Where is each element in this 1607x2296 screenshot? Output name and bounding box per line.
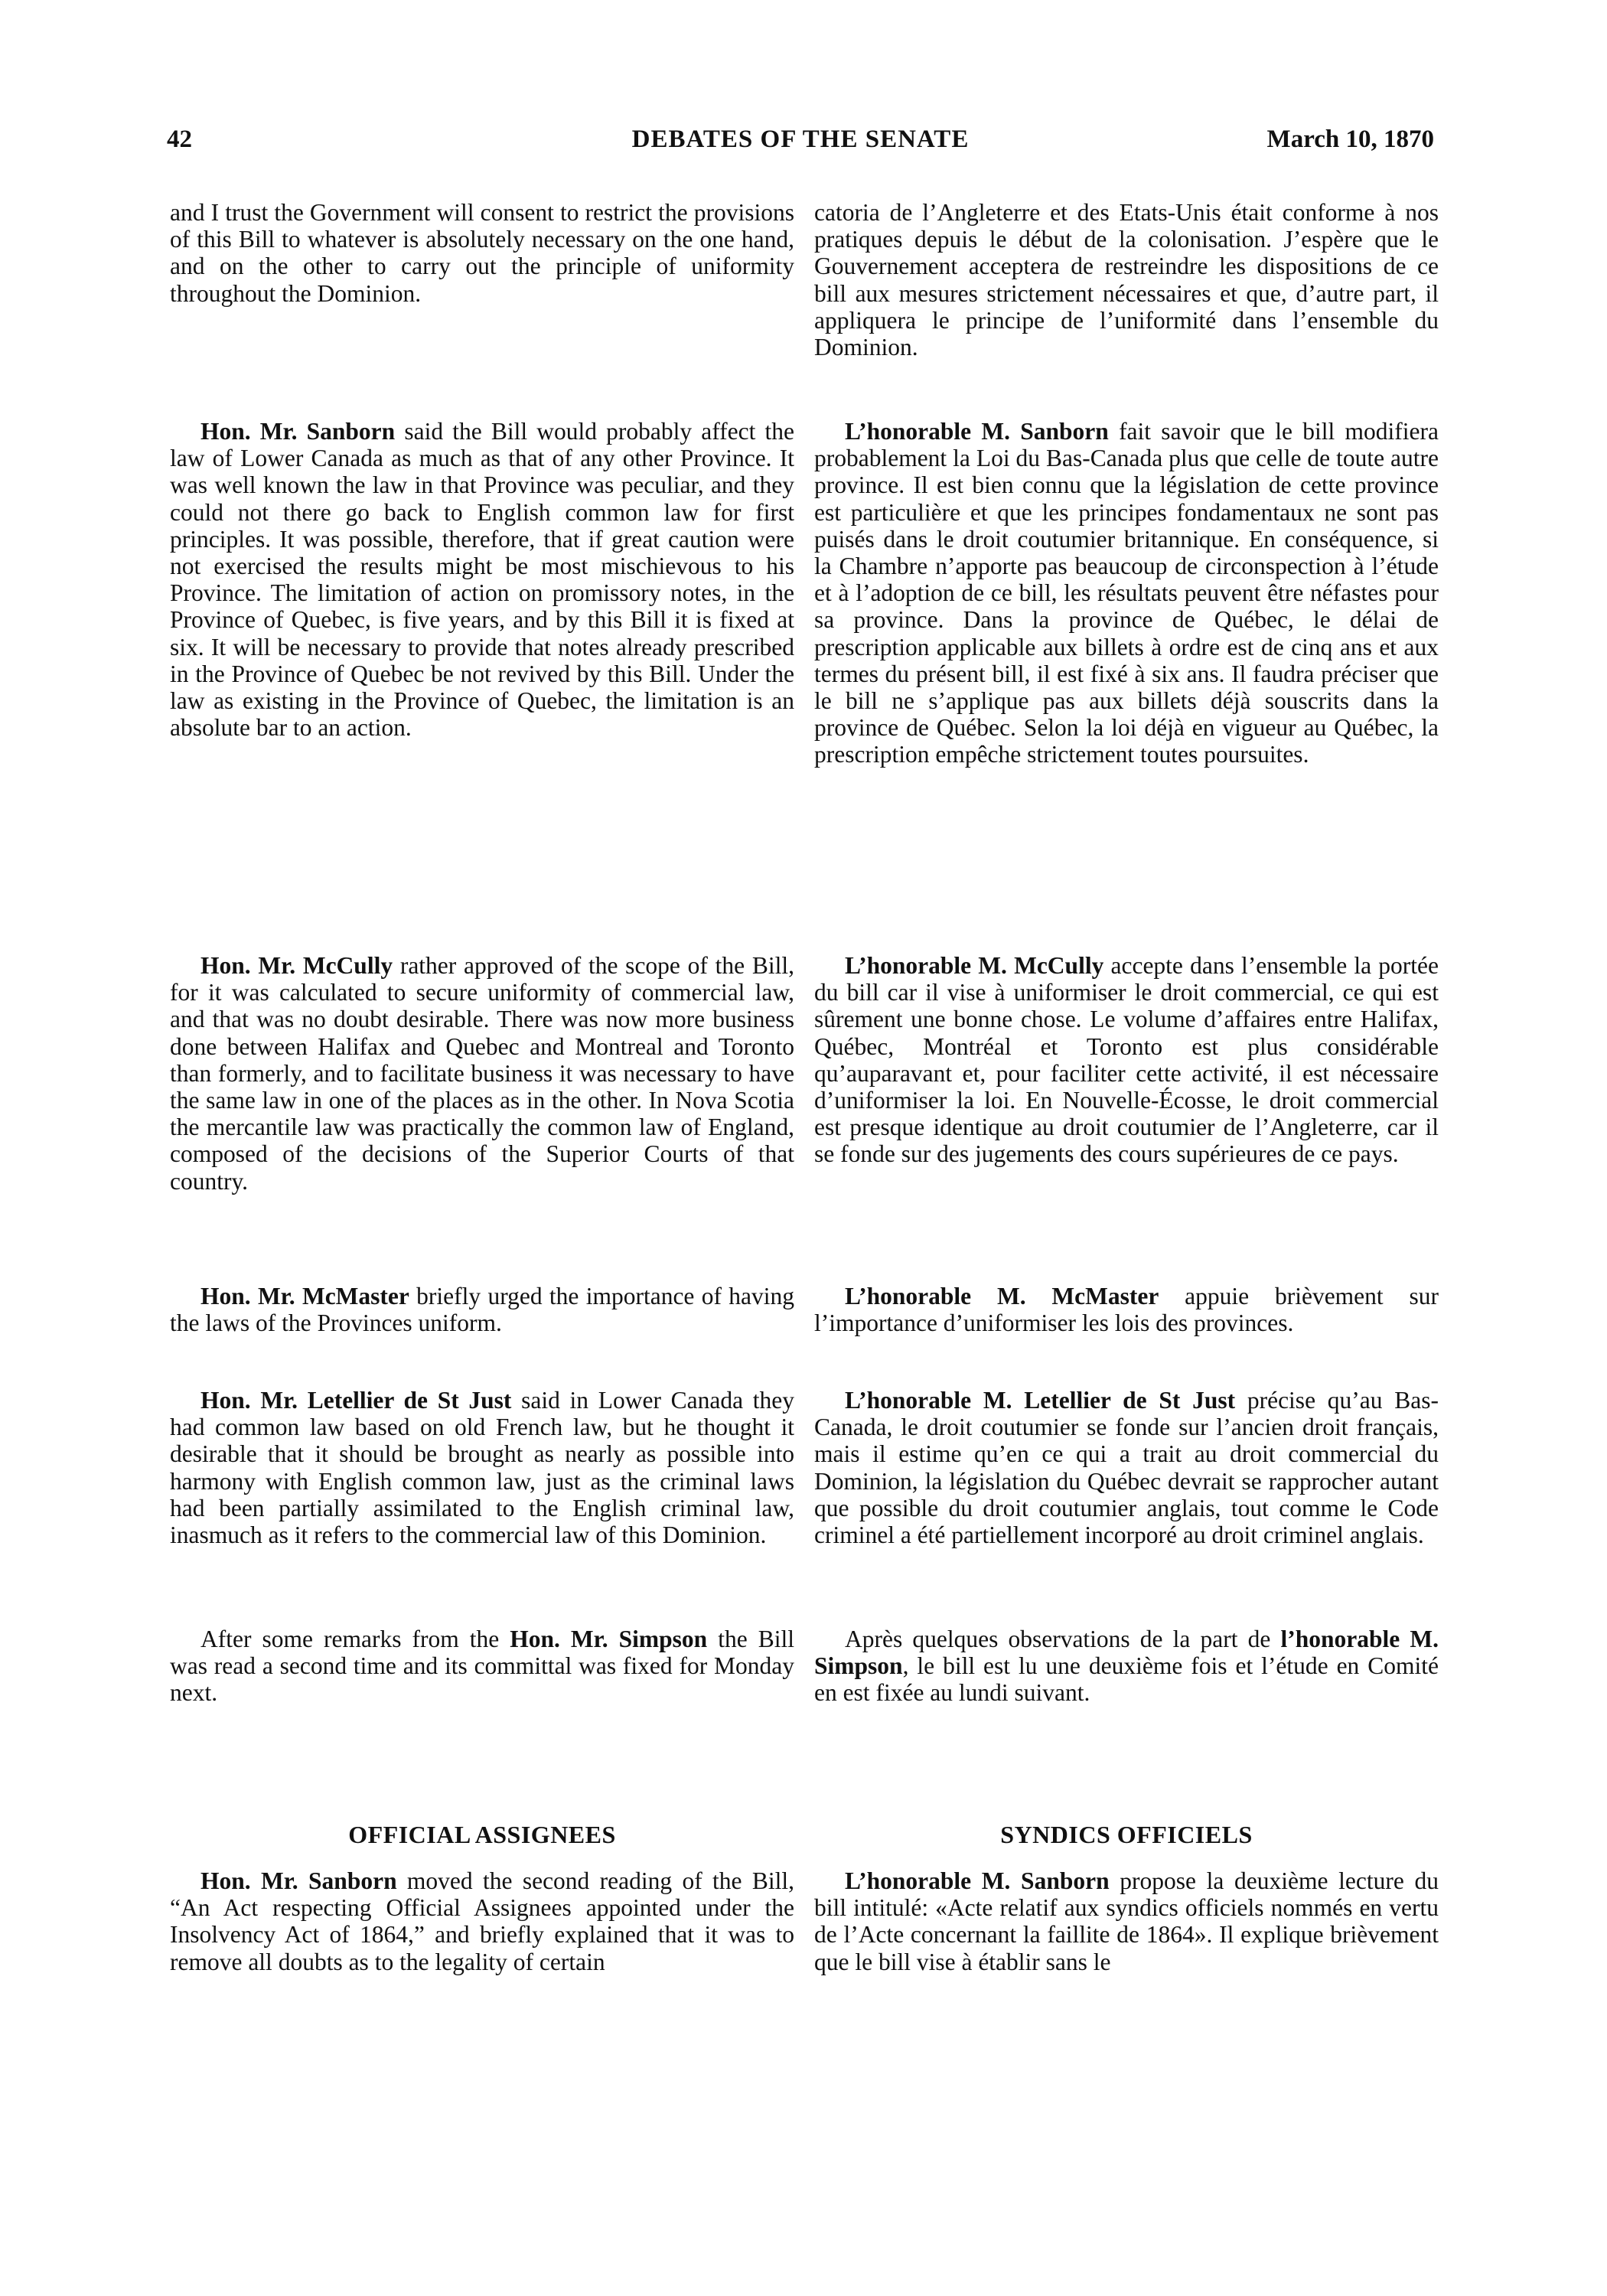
speech-text: appuie brièvement sur l’importance d’uniformiser les lois des provinces. (814, 1283, 1439, 1337)
speaker-name: L’honorable M. McCully (845, 952, 1104, 979)
french-paragraph-letellier (814, 1387, 1439, 1548)
speaker-name: Hon. Mr. Sanborn (200, 418, 396, 445)
french-paragraph-continuation: catoria de l’Angleterre et des Etats-Unis était conforme à nos pratiques depuis le début de la colonisation. J’espère que le Gouvernement acceptera de restreindre les dispositions de ce bill aux mesures strictement nécessaires et que, d’autre part, il appliquera le principe de l’uniformité dans l’ensemble du Dominion. (814, 199, 1439, 361)
speech-text: , le bill est lu une deuxième fois et l’étude en Comité en est fixée au lundi suivant. (814, 1652, 1439, 1707)
page-date: March 10, 1870 (1266, 126, 1434, 153)
english-paragraph-continuation: and I trust the Government will consent to restrict the provisions of this Bill to whatever is absolutely necessary on the one hand, and on the other to carry out the principle of uniformity throughout the Dominion. (170, 199, 794, 307)
speaker-name: L’honorable M. Letellier de St Just (845, 1387, 1236, 1414)
speaker-name: L’honorable M. McMaster (845, 1283, 1159, 1309)
speech-text: said the Bill would probably affect the law of Lower Canada as much as that of any other Province. It was well known the law in that Province was peculiar, and they could not there go back to English common law for first principles. It was possible, therefore, that if great caution were not exercised the results might be most mischievous to his Province. The limitation of action on promissory notes, in the Province of Quebec, is five years, and by this Bill it is fixed at six. It will be necessary to provide that notes already prescribed in the Province of Quebec be not revived by this Bill. Under the law as existing in the Province of Quebec, the limitation is an absolute bar to an action. (170, 418, 794, 742)
french-paragraph-sanborn (814, 418, 1439, 768)
section-title: SYNDICS OFFICIELS (1000, 1821, 1253, 1848)
speech-text: briefly urged the importance of having the laws of the Provinces uniform. (170, 1283, 794, 1337)
speech-text: After some remarks from the (200, 1626, 510, 1652)
french-paragraph-simpson (814, 1626, 1439, 1707)
speech-text: accepte dans l’ensemble la portée du bill car il vise à uniformiser le droit commercial, ce qui est sûrement une bonne chose. Le volume d’affaires entre Halifax, Québec, Montréal et Toronto est plus considérable qu’auparavant et, pour faciliter cette activité, il est nécessaire d’uniformiser la loi. En Nouvelle-Écosse, le droit commercial est presque identique au droit coutumier de l’Angleterre, car il se fonde sur des jugements des cours supérieures de ce pays. (814, 952, 1439, 1168)
english-paragraph-simpson (170, 1626, 794, 1707)
english-paragraph-sanborn (170, 418, 794, 741)
running-title: DEBATES OF THE SENATE (631, 126, 970, 153)
page-header (167, 126, 1434, 164)
speaker-name: Hon. Mr. McCully (200, 952, 393, 979)
speech-text: moved the second reading of the Bill, “An Act respecting Official Assignees appointed under the Insolvency Act of 1864,” and briefly explained that it was to remove all doubts as to the legality of certain (170, 1867, 794, 1975)
speech-text: propose la deuxième lecture du bill intitulé: «Acte relatif aux syndics officiels nommés en vertu de l’Acte concernant la faillite de 1864». Il explique brièvement que le bill vise à établir sans le (814, 1867, 1439, 1975)
speech-text: fait savoir que le bill modifiera probablement la Loi du Bas-Canada plus que celle de toute autre province. Il est bien connu que la législation de cette province est particulière et que les principes fondamentaux ne sont pas puisés dans le droit coutumier britannique. En conséquence, si la Chambre n’apporte pas beaucoup de circonspection à l’étude et à l’adoption de ce bill, les résultats peuvent être néfastes pour sa province. Dans la province de Québec, le délai de prescription applicable aux billets à ordre est de cinq ans et aux termes du présent bill, il est fixé à six ans. Il faudra préciser que le bill ne s’applique pas aux billets déjà souscrits dans la province de Québec. Selon la loi déjà en vigueur au Québec, la prescription empêche strictement toutes poursuites. (814, 418, 1439, 768)
english-paragraph-assignees (170, 1867, 794, 1975)
speaker-name: Hon. Mr. Letellier de St Just (200, 1387, 512, 1414)
speaker-name: Hon. Mr. McMaster (200, 1283, 409, 1309)
speech-text: Après quelques observations de la part de (845, 1626, 1281, 1652)
french-paragraph-mcmaster (814, 1283, 1439, 1336)
speech-text: said in Lower Canada they had common law based on old French law, but he thought it desirable that it should be brought as nearly as possible into harmony with English common law, just as the criminal laws had been partially assimilated to the English criminal law, inasmuch as it refers to the commercial law of this Dominion. (170, 1387, 794, 1549)
speech-text: the Bill was read a second time and its committal was fixed for Monday next. (170, 1626, 795, 1707)
english-paragraph-letellier (170, 1387, 794, 1548)
section-title: OFFICIAL ASSIGNEES (348, 1821, 616, 1848)
english-paragraph-mcmaster (170, 1283, 794, 1336)
page-number: 42 (167, 126, 192, 153)
speaker-name: L’honorable M. Sanborn (845, 418, 1109, 445)
speaker-name: l’honorable M. Simpson (814, 1626, 1439, 1680)
speech-text: rather approved of the scope of the Bill, for it was calculated to secure uniformity of commercial law, and that was no doubt desirable. There was now more business done between Halifax and Quebec and Montreal and Toronto than formerly, and to facilitate business it was necessary to have the same law in one of the places as in the other. In Nova Scotia the mercantile law was practically the common law of England, composed of the decisions of the Superior Courts of that country. (170, 952, 795, 1195)
french-paragraph-mccully (814, 952, 1439, 1168)
speech-text: précise qu’au Bas-Canada, le droit coutumier se fonde sur l’ancien droit français, mais il estime qu’en ce qui a trait au droit commercial du Dominion, la législation du Québec devrait se rapprocher autant que possible du droit coutumier anglais, tout comme le Code criminel a été partiellement incorporé au droit criminel anglais. (814, 1387, 1439, 1549)
french-paragraph-syndics (814, 1867, 1439, 1975)
english-paragraph-mccully (170, 952, 794, 1195)
speaker-name: Hon. Mr. Sanborn (200, 1867, 397, 1894)
speaker-name: L’honorable M. Sanborn (845, 1867, 1110, 1894)
speaker-name: Hon. Mr. Simpson (510, 1626, 708, 1652)
